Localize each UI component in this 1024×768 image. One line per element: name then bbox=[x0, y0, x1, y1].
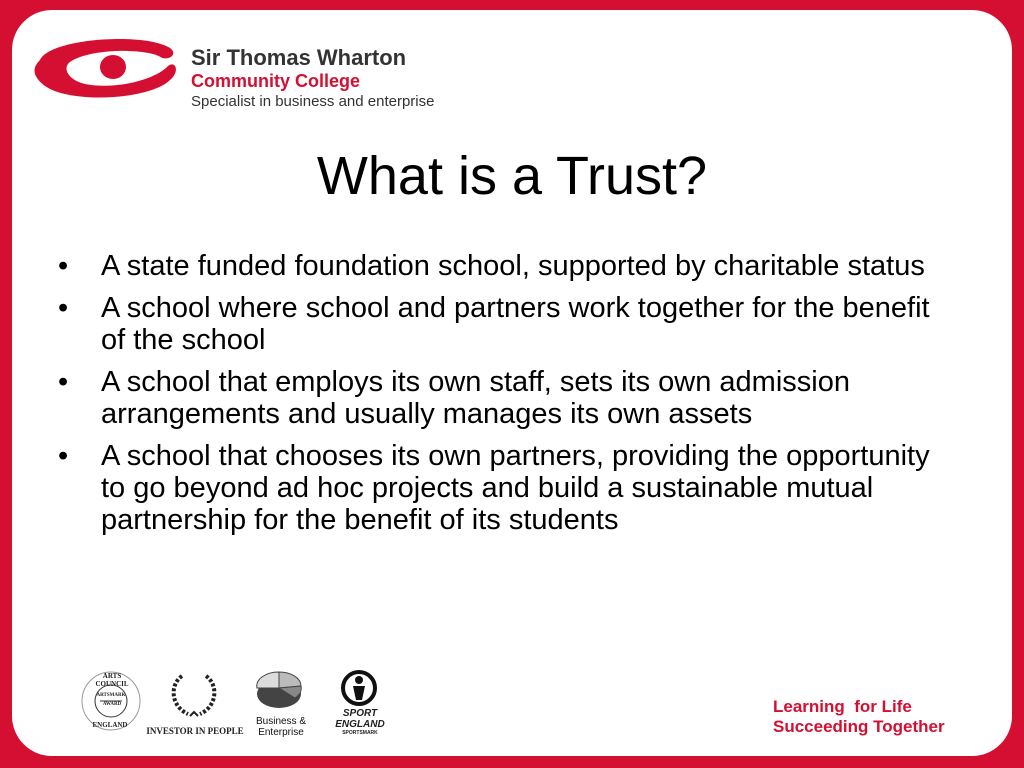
school-name: Sir Thomas Wharton bbox=[191, 45, 407, 70]
bullet-dot-icon: • bbox=[58, 250, 69, 282]
sport-label-1: SPORT bbox=[342, 708, 378, 719]
sport-england-icon bbox=[340, 670, 378, 706]
bullet-item bbox=[58, 366, 938, 430]
sport-label-3: SPORTSMARK bbox=[342, 730, 378, 736]
bullet-dot-icon: • bbox=[58, 292, 69, 324]
bullet-dot-icon: • bbox=[58, 440, 69, 472]
business-enterprise-icon bbox=[255, 668, 307, 714]
motto bbox=[773, 697, 945, 737]
business-enterprise-line1: Business & bbox=[255, 716, 307, 727]
bullet-item bbox=[58, 292, 938, 356]
bullet-dot-icon: • bbox=[58, 366, 69, 398]
school-tagline: Specialist in business and enterprise bbox=[191, 93, 435, 110]
bullet-text: A school that chooses its own partners, providing the opportunity to go beyond ad hoc projects and build a sustainable mutual partnership for the benefit of its students bbox=[101, 440, 930, 536]
arts-council-middle-label: ARTSMARK bbox=[96, 693, 126, 698]
bullet-list bbox=[58, 250, 938, 546]
school-subtitle: Community College bbox=[191, 71, 361, 91]
arts-council-award-label: AWARD bbox=[102, 702, 122, 707]
school-logo-icon bbox=[30, 30, 180, 110]
investor-label: INVESTOR IN PEOPLE bbox=[146, 726, 244, 736]
arts-council-bottom-label: ENGLAND bbox=[92, 721, 128, 729]
motto-line-1: Learning for Life bbox=[773, 697, 912, 716]
bullet-item bbox=[58, 250, 938, 282]
business-enterprise-line2: Enterprise bbox=[258, 727, 304, 738]
footer-award-logos bbox=[70, 668, 410, 748]
sport-label-2: ENGLAND bbox=[335, 719, 385, 730]
bullet-text: A school where school and partners work together for the benefit of the school bbox=[101, 292, 930, 356]
investor-wreath-icon bbox=[168, 670, 220, 720]
bullet-item bbox=[58, 440, 938, 536]
motto-line-2: Succeeding Together bbox=[773, 717, 945, 736]
bullet-text: A state funded foundation school, supported by charitable status bbox=[101, 250, 925, 282]
slide-title: What is a Trust? bbox=[316, 146, 708, 206]
bullet-text: A school that employs its own staff, sets its own admission arrangements and usually manages its own assets bbox=[101, 366, 850, 430]
arts-council-top-label: ARTS COUNCIL bbox=[95, 672, 129, 688]
